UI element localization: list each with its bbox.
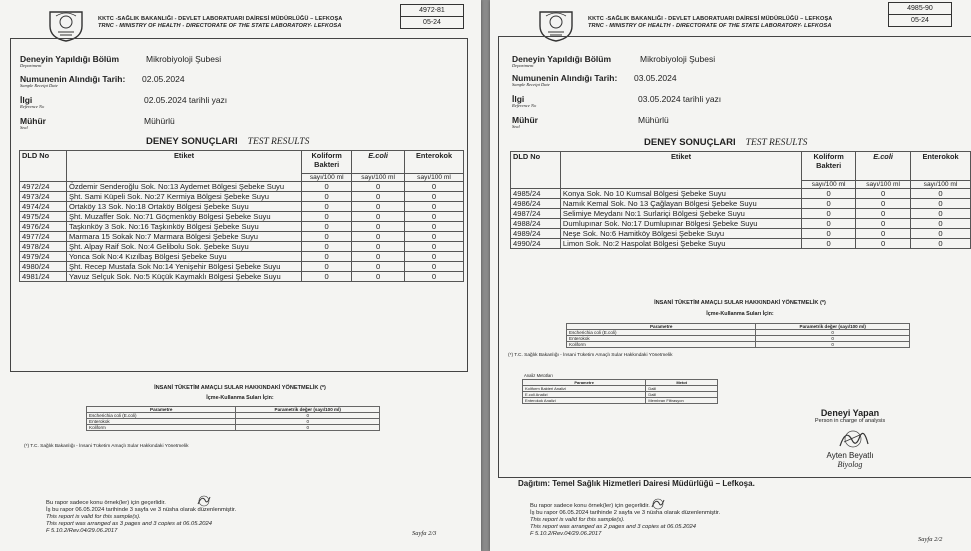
methods-col-param: Parametre bbox=[523, 380, 646, 386]
etiket-cell: Ortaköy 13 Sok. No:18 Ortaköy Bölgesi Şebeke Suyu bbox=[66, 202, 301, 212]
reference-date: 05-24 bbox=[423, 19, 441, 26]
dld-cell: 4976/24 bbox=[20, 222, 67, 232]
ministry-tr: KKTC -SAĞLIK BAKANLIĞI - DEVLET LABORATUARI DAİRESİ MÜDÜRLÜĞÜ – LEFKOŞA bbox=[98, 16, 343, 22]
etiket-cell: Neşe Sok. No:6 Hamitköy Bölgesi Şebeke Suyu bbox=[560, 229, 801, 239]
reference-box bbox=[400, 4, 464, 29]
koliform-cell: 0 bbox=[302, 182, 352, 192]
signature-block bbox=[790, 408, 910, 424]
results-title-en: TEST RESULTS bbox=[247, 137, 310, 147]
enterokok-cell: 0 bbox=[405, 202, 464, 212]
koliform-cell: 0 bbox=[802, 199, 856, 209]
koliform-cell: 0 bbox=[302, 232, 352, 242]
department-value: Mikrobiyoloji Şubesi bbox=[146, 54, 222, 64]
reference-sublabel: Reference No bbox=[512, 103, 537, 108]
ministry-tr: KKTC -SAĞLIK BAKANLIĞI - DEVLET LABORATUARI DAİRESİ MÜDÜRLÜĞÜ – LEFKOŞA bbox=[588, 16, 833, 22]
table-row bbox=[20, 252, 464, 262]
table-row bbox=[20, 272, 464, 282]
table-row bbox=[523, 398, 718, 404]
footer-line: This report was arranged as 2 pages and 3 copies at 06.05.2024 bbox=[530, 524, 696, 530]
results-header-row bbox=[20, 151, 464, 174]
dld-cell: 4977/24 bbox=[20, 232, 67, 242]
koliform-cell: 0 bbox=[302, 272, 352, 282]
results-title bbox=[644, 137, 807, 148]
page-number: Sayfa 2/2 bbox=[918, 536, 943, 543]
department-label: Deneyin Yapıldığı Bölüm bbox=[20, 54, 120, 64]
dld-cell: 4973/24 bbox=[20, 192, 67, 202]
seal-value: Mühürlü bbox=[638, 115, 669, 125]
method-param: Enterokok Analizi bbox=[523, 398, 646, 404]
dld-cell: 4987/24 bbox=[511, 209, 561, 219]
enterokok-cell: 0 bbox=[911, 229, 971, 239]
ecoli-cell: 0 bbox=[352, 252, 405, 262]
etiket-cell: Namık Kemal Sok. No 13 Çağlayan Bölgesi Şebeke Suyu bbox=[560, 199, 801, 209]
regulation-title: İNSANİ TÜKETİM AMAÇLI SULAR HAKKINDAKİ YÖNETMELİK (*) bbox=[654, 300, 826, 306]
seal-label: Mühür bbox=[20, 116, 46, 126]
enterokok-cell: 0 bbox=[405, 272, 464, 282]
unit-cell: sayı/100 ml bbox=[405, 174, 464, 182]
method-param: E.coli Analizi bbox=[523, 392, 646, 398]
enterokok-cell: 0 bbox=[405, 262, 464, 272]
enterokok-cell: 0 bbox=[405, 192, 464, 202]
param-value-header: Parametrik değer (sayı/100 ml) bbox=[236, 407, 380, 413]
table-row bbox=[20, 262, 464, 272]
receipt-date-sublabel: Sample Receipt Date bbox=[20, 83, 58, 88]
table-row bbox=[20, 212, 464, 222]
receipt-date-field bbox=[20, 74, 185, 88]
seal-field bbox=[20, 116, 175, 130]
dld-cell: 4988/24 bbox=[511, 219, 561, 229]
param-name: Koliform bbox=[87, 425, 236, 431]
etiket-cell: Şht. Muzaffer Sok. No:71 Göçmenköy Bölgesi Şebeke Suyu bbox=[66, 212, 301, 222]
table-row bbox=[20, 192, 464, 202]
enterokok-cell: 0 bbox=[405, 182, 464, 192]
koliform-cell: 0 bbox=[302, 192, 352, 202]
ministry-header bbox=[588, 16, 832, 30]
param-value: 0 bbox=[756, 342, 910, 348]
koliform-cell: 0 bbox=[302, 252, 352, 262]
dld-cell: 4978/24 bbox=[20, 242, 67, 252]
ecoli-cell: 0 bbox=[352, 182, 405, 192]
col-koliform: Koliform Bakteri bbox=[302, 151, 352, 174]
ecoli-cell: 0 bbox=[856, 199, 911, 209]
col-ecoli: E.coli bbox=[352, 151, 405, 174]
department-sublabel: Department bbox=[512, 63, 534, 68]
signature-icon bbox=[836, 426, 872, 452]
etiket-cell: Konya Sok. No 10 Kumsal Bölgesi Şebeke Suyu bbox=[560, 189, 801, 199]
reference-date: 05-24 bbox=[911, 17, 929, 24]
ministry-en: TRNC - MINISTRY OF HEALTH - DIRECTORATE OF THE STATE LABORATORY- LEFKOSA bbox=[98, 23, 342, 29]
footer-line: This report is valid for this sample(s). bbox=[530, 517, 625, 523]
col-etiket: Etiket bbox=[560, 152, 801, 189]
report-page-2 bbox=[490, 0, 971, 551]
ecoli-cell: 0 bbox=[352, 242, 405, 252]
results-header-row bbox=[511, 152, 971, 181]
reference-number: 4972-81 bbox=[401, 5, 463, 17]
ecoli-cell: 0 bbox=[352, 262, 405, 272]
signer-role: Biyolog bbox=[837, 460, 863, 469]
footer-line: F 5.10.2/Rev.04/29.06.2017 bbox=[530, 531, 602, 537]
param-value-header: Parametrik değer (sayı/100 ml) bbox=[756, 324, 910, 330]
etiket-cell: Dumlupınar Sok. No:17 Dumlupınar Bölgesi Şebeke Suyu bbox=[560, 219, 801, 229]
signer-title: Deneyi Yapan bbox=[820, 408, 880, 418]
etiket-cell: Taşkınköy 3 Sok. No:16 Taşkınköy Bölgesi Şebeke Suyu bbox=[66, 222, 301, 232]
etiket-cell: Selimiye Meydanı No:1 Surlariçi Bölgesi Şebeke Suyu bbox=[560, 209, 801, 219]
param-value: 0 bbox=[236, 425, 380, 431]
etiket-cell: Yavuz Selçuk Sok. No:5 Küçük Kaymaklı Bölgesi Şebeke Suyu bbox=[66, 272, 301, 282]
regulation-subtitle: İçme-Kullanma Suları İçin: bbox=[206, 395, 274, 401]
enterokok-cell: 0 bbox=[911, 239, 971, 249]
report-footer bbox=[530, 503, 720, 538]
parameter-table bbox=[566, 323, 910, 348]
col-enterokok: Enterokok bbox=[911, 152, 971, 181]
ecoli-cell: 0 bbox=[352, 212, 405, 222]
dld-cell: 4985/24 bbox=[511, 189, 561, 199]
col-etiket: Etiket bbox=[66, 151, 301, 182]
table-row bbox=[511, 189, 971, 199]
footer-line: Bu rapor sadece konu örnek(ler) için geçerlidir. bbox=[46, 500, 166, 506]
ecoli-cell: 0 bbox=[352, 222, 405, 232]
etiket-cell: Limon Sok. No:2 Haspolat Bölgesi Şebeke Suyu bbox=[560, 239, 801, 249]
table-row bbox=[20, 222, 464, 232]
enterokok-cell: 0 bbox=[405, 242, 464, 252]
koliform-cell: 0 bbox=[302, 242, 352, 252]
param-value: 0 bbox=[236, 413, 380, 419]
unit-cell: sayı/100 ml bbox=[856, 181, 911, 189]
enterokok-cell: 0 bbox=[405, 252, 464, 262]
enterokok-cell: 0 bbox=[911, 219, 971, 229]
enterokok-cell: 0 bbox=[405, 232, 464, 242]
methods-table bbox=[522, 379, 718, 404]
etiket-cell: Şht. Sami Küpeli Sok. No:27 Kermiya Bölgesi Şebeke Suyu bbox=[66, 192, 301, 202]
enterokok-cell: 0 bbox=[911, 199, 971, 209]
koliform-cell: 0 bbox=[802, 239, 856, 249]
ecoli-cell: 0 bbox=[352, 202, 405, 212]
enterokok-cell: 0 bbox=[911, 209, 971, 219]
etiket-cell: Şht. Recep Mustafa Sok No:14 Yenişehir Bölgesi Şebeke Suyu bbox=[66, 262, 301, 272]
receipt-date-value: 02.05.2024 bbox=[142, 74, 185, 84]
unit-cell: sayı/100 ml bbox=[302, 174, 352, 182]
table-row bbox=[20, 202, 464, 212]
koliform-cell: 0 bbox=[302, 212, 352, 222]
unit-cell: sayı/100 ml bbox=[352, 174, 405, 182]
department-field bbox=[20, 54, 222, 68]
dld-cell: 4975/24 bbox=[20, 212, 67, 222]
reference-label: İlgi bbox=[512, 94, 525, 104]
coat-of-arms-icon bbox=[46, 8, 86, 42]
page-number: Sayfa 2/3 bbox=[412, 530, 437, 537]
reference-sublabel: Reference No bbox=[20, 104, 45, 109]
col-ecoli: E.coli bbox=[856, 152, 911, 181]
param-name: Escherichia coli (E.coli) bbox=[567, 330, 756, 336]
etiket-cell: Marmara 15 Sokak No:7 Marmara Bölgesi Şebeke Suyu bbox=[66, 232, 301, 242]
etiket-cell: Yonca Sok No:4 Kızılbaş Bölgesi Şebeke Suyu bbox=[66, 252, 301, 262]
enterokok-cell: 0 bbox=[405, 222, 464, 232]
receipt-date-value: 03.05.2024 bbox=[634, 73, 677, 83]
seal-sublabel: Seal bbox=[512, 124, 520, 129]
method-value: Dalil bbox=[646, 392, 718, 398]
reference-value: 03.05.2024 tarihli yazı bbox=[638, 94, 722, 104]
method-param: Koliform Bakteri Analizi bbox=[523, 386, 646, 392]
method-value: Dalil bbox=[646, 386, 718, 392]
table-row bbox=[567, 342, 910, 348]
reference-field bbox=[512, 94, 722, 108]
footnote: (*) T.C. Sağlık Bakanlığı - İnsani Tüketim Amaçlı Sular Hakkındaki Yönetmelik bbox=[508, 353, 673, 358]
param-value: 0 bbox=[236, 419, 380, 425]
ecoli-cell: 0 bbox=[856, 239, 911, 249]
ecoli-cell: 0 bbox=[856, 229, 911, 239]
table-row bbox=[511, 219, 971, 229]
receipt-date-label: Numunenin Alındığı Tarih: bbox=[20, 74, 126, 84]
param-name: Koliform bbox=[567, 342, 756, 348]
table-row bbox=[20, 182, 464, 192]
ecoli-cell: 0 bbox=[856, 219, 911, 229]
footer-line: F 5.10.2/Rev.04/29.06.2017 bbox=[46, 528, 118, 534]
results-title-en: TEST RESULTS bbox=[745, 138, 808, 148]
dld-cell: 4972/24 bbox=[20, 182, 67, 192]
koliform-cell: 0 bbox=[802, 219, 856, 229]
receipt-date-label: Numunenin Alındığı Tarih: bbox=[512, 73, 618, 83]
ecoli-cell: 0 bbox=[352, 192, 405, 202]
param-value: 0 bbox=[756, 330, 910, 336]
unit-cell: sayı/100 ml bbox=[802, 181, 856, 189]
table-row bbox=[511, 229, 971, 239]
signer-block bbox=[790, 451, 910, 469]
koliform-cell: 0 bbox=[802, 229, 856, 239]
regulation-title: İNSANİ TÜKETİM AMAÇLI SULAR HAKKINDAKİ YÖNETMELİK (*) bbox=[154, 385, 326, 391]
results-title-tr: DENEY SONUÇLARI bbox=[644, 137, 736, 148]
footer-line: İş bu rapor 06.05.2024 tarihinde 2 sayfa ve 3 nüsha olarak düzenlenmiştir. bbox=[530, 510, 721, 516]
receipt-date-sublabel: Sample Receipt Date bbox=[512, 82, 550, 87]
reference-number: 4985-90 bbox=[889, 3, 951, 15]
report-page-1 bbox=[0, 0, 481, 551]
param-header: Parametre bbox=[87, 407, 236, 413]
methods-title: Analiz Metotları bbox=[524, 373, 553, 378]
ecoli-cell: 0 bbox=[856, 209, 911, 219]
table-row bbox=[511, 199, 971, 209]
footer-line: Bu rapor sadece konu örnek(ler) için geçerlidir. bbox=[530, 503, 650, 509]
receipt-date-field bbox=[512, 73, 677, 87]
param-header: Parametre bbox=[567, 324, 756, 330]
results-title bbox=[146, 136, 309, 147]
param-value: 0 bbox=[756, 336, 910, 342]
method-value: Membran Filtrasyon bbox=[646, 398, 718, 404]
methods-col-method: Metot bbox=[646, 380, 718, 386]
koliform-cell: 0 bbox=[802, 209, 856, 219]
reference-box bbox=[888, 2, 952, 27]
footer-line: This report is valid for this sample(s). bbox=[46, 514, 141, 520]
signer-name: Ayten Beyatlı bbox=[826, 451, 874, 460]
ecoli-cell: 0 bbox=[856, 189, 911, 199]
koliform-cell: 0 bbox=[302, 222, 352, 232]
footnote: (*) T.C. Sağlık Bakanlığı - İnsani Tüketim Amaçlı Sular Hakkındaki Yönetmelik bbox=[24, 444, 189, 449]
table-row bbox=[511, 239, 971, 249]
dld-cell: 4986/24 bbox=[511, 199, 561, 209]
department-value: Mikrobiyoloji Şubesi bbox=[640, 54, 716, 64]
dld-cell: 4989/24 bbox=[511, 229, 561, 239]
department-sublabel: Department bbox=[20, 63, 42, 68]
unit-cell: sayı/100 ml bbox=[911, 181, 971, 189]
table-row bbox=[87, 425, 380, 431]
col-enterokok: Enterokok bbox=[405, 151, 464, 174]
reference-field bbox=[20, 95, 228, 109]
results-table bbox=[510, 151, 971, 249]
reference-label: İlgi bbox=[20, 95, 33, 105]
table-row bbox=[20, 242, 464, 252]
seal-field bbox=[512, 115, 669, 129]
ecoli-cell: 0 bbox=[352, 232, 405, 242]
dld-cell: 4981/24 bbox=[20, 272, 67, 282]
department-label: Deneyin Yapıldığı Bölüm bbox=[512, 54, 612, 64]
ecoli-cell: 0 bbox=[352, 272, 405, 282]
etiket-cell: Şht. Alpay Raif Sok. No:4 Gelibolu Sok. Şebeke Suyu bbox=[66, 242, 301, 252]
initials-signature-icon bbox=[196, 494, 212, 508]
seal-sublabel: Seal bbox=[20, 125, 28, 130]
results-title-tr: DENEY SONUÇLARI bbox=[146, 136, 238, 147]
dld-cell: 4980/24 bbox=[20, 262, 67, 272]
initials-signature-icon bbox=[650, 497, 666, 511]
seal-label: Mühür bbox=[512, 115, 538, 125]
enterokok-cell: 0 bbox=[911, 189, 971, 199]
table-row bbox=[20, 232, 464, 242]
koliform-cell: 0 bbox=[302, 202, 352, 212]
department-field bbox=[512, 54, 716, 68]
enterokok-cell: 0 bbox=[405, 212, 464, 222]
signer-subtitle: Person in charge of analysis bbox=[814, 418, 886, 424]
koliform-cell: 0 bbox=[302, 262, 352, 272]
koliform-cell: 0 bbox=[802, 189, 856, 199]
ministry-en: TRNC - MINISTRY OF HEALTH - DIRECTORATE OF THE STATE LABORATORY- LEFKOSA bbox=[588, 23, 832, 29]
regulation-subtitle: İçme-Kullanma Suları İçin: bbox=[706, 311, 774, 317]
parameter-table bbox=[86, 406, 380, 431]
table-row bbox=[511, 209, 971, 219]
footer-line: İş bu rapor 06.05.2024 tarihinde 3 sayfa ve 3 nüsha olarak düzenlenmiştir. bbox=[46, 507, 237, 513]
distribution: Dağıtım: Temel Sağlık Hizmetleri Dairesi Müdürlüğü – Lefkoşa. bbox=[518, 479, 755, 488]
param-name: Enterokok bbox=[87, 419, 236, 425]
footer-line: This report was arranged as 3 pages and 3 copies at 06.05.2024 bbox=[46, 521, 212, 527]
etiket-cell: Özdemir Senderoğlu Sok. No:13 Aydemet Bölgesi Şebeke Suyu bbox=[66, 182, 301, 192]
col-dld: DLD No bbox=[511, 152, 561, 189]
param-name: Enterokok bbox=[567, 336, 756, 342]
dld-cell: 4974/24 bbox=[20, 202, 67, 212]
results-table bbox=[19, 150, 464, 282]
col-dld: DLD No bbox=[20, 151, 67, 182]
col-koliform: Koliform Bakteri bbox=[802, 152, 856, 181]
reference-value: 02.05.2024 tarihli yazı bbox=[144, 95, 228, 105]
dld-cell: 4979/24 bbox=[20, 252, 67, 262]
param-name: Escherichia coli (E.coli) bbox=[87, 413, 236, 419]
seal-value: Mühürlü bbox=[144, 116, 175, 126]
dld-cell: 4990/24 bbox=[511, 239, 561, 249]
ministry-header bbox=[98, 16, 342, 30]
